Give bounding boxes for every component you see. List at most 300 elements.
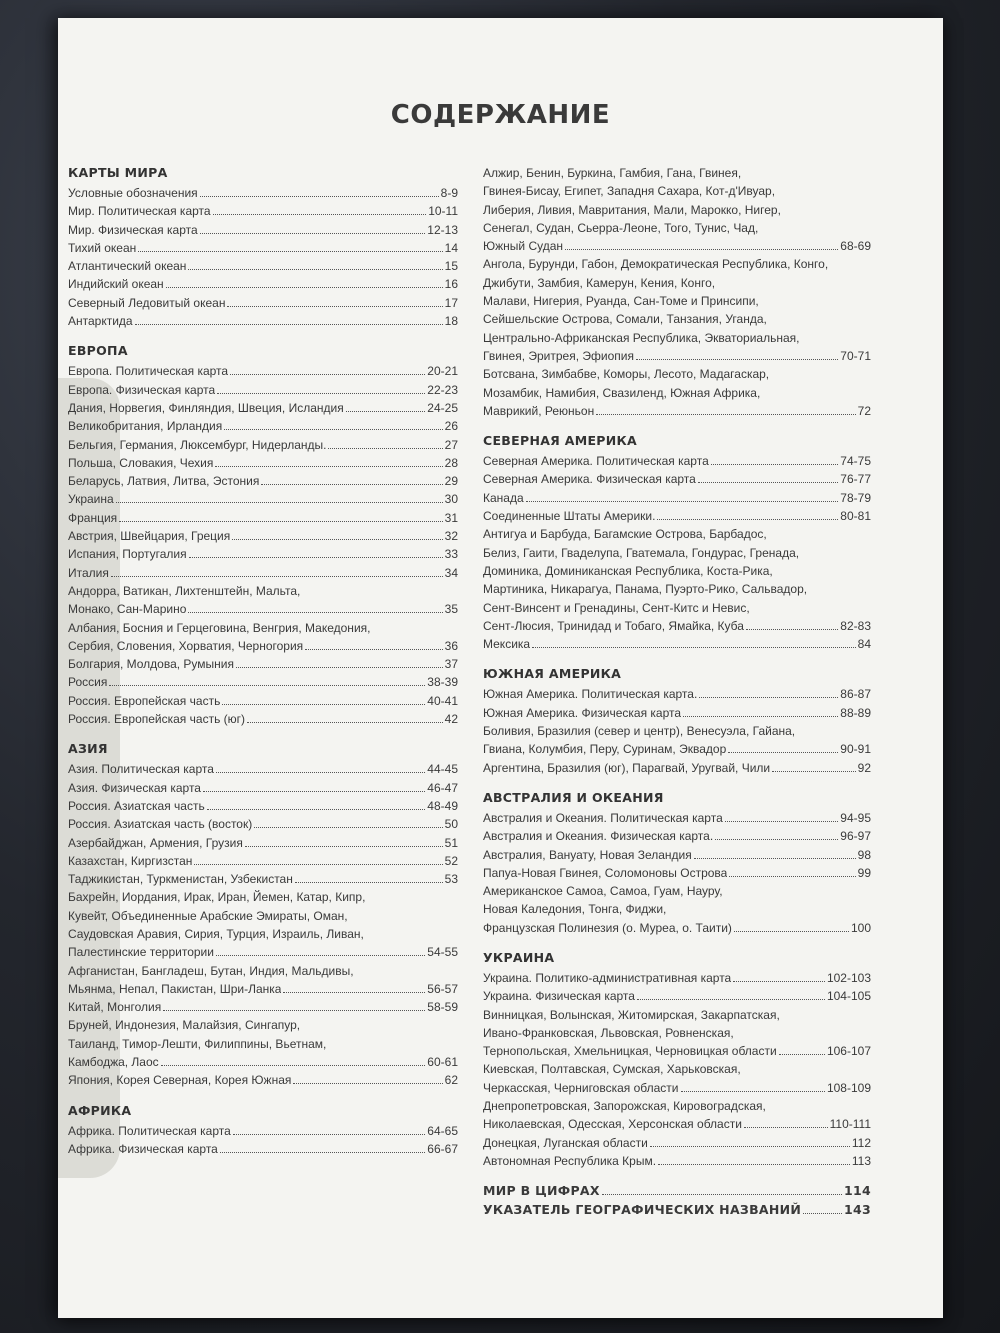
page-number: 60-61 <box>427 1055 458 1070</box>
entry-line: Антигуа и Барбуда, Багамские Острова, Барбадос, <box>483 527 767 542</box>
toc-entry <box>68 760 458 778</box>
entry-last-line <box>483 969 871 987</box>
entry-text: Украина. Физическая карта <box>483 989 635 1004</box>
toc-entry <box>68 852 458 870</box>
page-title: СОДЕРЖАНИЕ <box>390 100 611 130</box>
entry-text: Атлантический океан <box>68 259 187 274</box>
entry-text: Мьянма, Непал, Пакистан, Шри-Ланка <box>68 981 282 996</box>
entry-lines <box>483 164 871 237</box>
entry-line: Днепропетровская, Запорожская, Кировоградская, <box>483 1099 766 1114</box>
toc-section <box>483 665 871 776</box>
entry-lines <box>68 1016 458 1053</box>
entry-text: МИР В ЦИФРАХ <box>483 1183 600 1199</box>
dot-leader <box>247 722 443 723</box>
toc-entry <box>483 525 871 635</box>
dot-leader <box>135 324 443 325</box>
entry-text: Япония, Корея Северная, Корея Южная <box>68 1073 292 1088</box>
entry-text: Условные обозначения <box>68 186 198 200</box>
entry-last-line <box>68 797 458 815</box>
entry-text: Украина. Политико-административная карта <box>483 970 732 985</box>
section-title: АЗИЯ <box>68 741 108 757</box>
toc-entry <box>483 882 871 937</box>
page-number: 78-79 <box>840 490 871 505</box>
page-number: 106-107 <box>826 1044 871 1059</box>
entry-text: Палестинские территории <box>68 945 214 960</box>
page-number: 104-105 <box>826 989 871 1004</box>
entry-last-line <box>68 239 458 257</box>
entry-last-line <box>483 507 871 525</box>
page-number: 32 <box>444 529 458 544</box>
toc-entry <box>483 722 871 759</box>
toc-entry <box>483 846 871 864</box>
entry-text: Бельгия, Германия, Люксембург, Нидерланды. <box>68 437 327 452</box>
page-number: 113 <box>851 1153 871 1168</box>
toc-entry <box>68 202 458 220</box>
entry-text: Сербия, Словения, Хорватия, Черногория <box>68 638 304 653</box>
entry-last-line <box>483 1152 871 1170</box>
page-number: 98 <box>857 847 871 862</box>
toc-entry <box>68 239 458 257</box>
dot-leader <box>637 999 825 1000</box>
page-number: 12-13 <box>427 222 458 237</box>
entry-line: Доминика, Доминиканская Республика, Коста-Рика, <box>483 563 773 578</box>
page-number: 26 <box>444 419 458 434</box>
dot-leader <box>109 685 425 686</box>
page-number: 37 <box>444 657 458 672</box>
entry-line: Алжир, Бенин, Буркина, Гамбия, Гана, Гвинея, <box>483 166 742 180</box>
dot-leader <box>565 249 838 250</box>
dot-leader <box>328 448 442 449</box>
entry-text: Италия <box>68 565 109 580</box>
entry-last-line <box>483 470 871 488</box>
section-title: СЕВЕРНАЯ АМЕРИКА <box>483 433 638 449</box>
entry-line: Ботсвана, Зимбабве, Коморы, Лесото, Мадагаскар, <box>483 367 770 382</box>
entry-last-line <box>68 998 458 1016</box>
entry-text: Индийский океан <box>68 277 164 292</box>
entry-line: Винницкая, Волынская, Житомирская, Закарпатская, <box>483 1007 780 1022</box>
entry-text: Беларусь, Латвия, Литва, Эстония <box>68 474 260 489</box>
entry-last-line <box>483 1079 871 1097</box>
section-title: ЕВРОПА <box>68 343 128 359</box>
toc-entry <box>68 834 458 852</box>
dot-leader <box>232 539 442 540</box>
dot-leader <box>111 576 443 577</box>
entry-last-line <box>483 809 871 827</box>
entry-line: Гвинея-Бисау, Египет, Западня Сахара, Кот-д'Ивуар, <box>483 184 776 199</box>
page-number: 16 <box>444 277 458 292</box>
dot-leader <box>227 306 442 307</box>
entry-last-line <box>68 1122 458 1140</box>
dot-leader <box>295 882 443 883</box>
page-number: 86-87 <box>840 687 871 702</box>
dot-leader <box>602 1194 842 1195</box>
toc-entry <box>483 685 871 703</box>
dot-leader <box>681 1091 825 1092</box>
entry-text: УКАЗАТЕЛЬ ГЕОГРАФИЧЕСКИХ НАЗВАНИЙ <box>483 1201 802 1217</box>
toc-entry <box>68 417 458 435</box>
dot-leader <box>715 839 838 840</box>
entry-text: Россия. Европейская часть (юг) <box>68 712 246 727</box>
entry-last-line <box>483 1115 871 1133</box>
page-number: 76-77 <box>840 472 871 487</box>
entry-text: Южная Америка. Физическая карта <box>483 705 682 720</box>
entry-text: Канада <box>483 490 524 505</box>
dot-leader <box>779 1054 825 1055</box>
entry-lines <box>483 722 871 740</box>
toc-entry <box>483 759 871 777</box>
entry-last-line <box>68 362 458 380</box>
toc-entry <box>483 827 871 845</box>
entry-last-line <box>483 685 871 703</box>
toc-entry <box>68 888 458 961</box>
toc-entry <box>68 527 458 545</box>
toc-entry <box>483 452 871 470</box>
entry-last-line <box>68 710 458 728</box>
entry-line: Сенегал, Судан, Сьерра-Леоне, Того, Тунис, Чад, <box>483 220 759 235</box>
entry-text: Мир. Физическая карта <box>68 222 198 237</box>
entry-lines <box>483 882 871 919</box>
page-number: 51 <box>444 835 458 850</box>
entry-text: Франция <box>68 510 118 525</box>
toc-entry <box>68 257 458 275</box>
dot-leader <box>200 233 426 234</box>
entry-lines <box>483 1097 871 1115</box>
entry-text: Черкасская, Черниговская области <box>483 1080 679 1095</box>
page-number: 72 <box>857 403 871 418</box>
dot-leader <box>346 411 426 412</box>
dot-leader <box>189 557 443 558</box>
dot-leader <box>729 876 855 877</box>
dot-leader <box>305 649 442 650</box>
entry-line: Бахрейн, Иордания, Ирак, Иран, Йемен, Катар, Кипр, <box>68 890 366 905</box>
entry-last-line <box>68 852 458 870</box>
entry-last-line <box>68 637 458 655</box>
page-number: 31 <box>444 510 458 525</box>
entry-last-line <box>68 490 458 508</box>
entry-last-line <box>483 1134 871 1152</box>
toc-entry <box>483 1060 871 1097</box>
entry-text: Аргентина, Бразилия (юг), Парагвай, Уругвай, Чили <box>483 760 771 775</box>
dot-leader <box>188 612 442 613</box>
entry-text: Россия. Азиатская часть <box>68 798 205 813</box>
entry-last-line <box>68 564 458 582</box>
page-number: 38-39 <box>427 675 458 690</box>
page-number: 54-55 <box>427 945 458 960</box>
page-number: 53 <box>444 872 458 887</box>
dot-leader <box>254 827 442 828</box>
dot-leader <box>188 269 442 270</box>
page-number: 14 <box>444 240 458 255</box>
dot-leader <box>163 1010 425 1011</box>
dot-leader <box>596 414 855 415</box>
page-number: 34 <box>444 565 458 580</box>
entry-text: Северная Америка. Физическая карта <box>483 472 696 487</box>
dot-leader <box>233 1134 426 1135</box>
dot-leader <box>803 1213 842 1214</box>
entry-lines <box>483 255 871 346</box>
entry-line: Боливия, Бразилия (север и центр), Венесуэла, Гайана, <box>483 724 796 739</box>
dot-leader <box>658 1164 850 1165</box>
dot-leader <box>236 667 443 668</box>
entry-text: Европа. Физическая карта <box>68 382 216 397</box>
entry-last-line <box>68 184 458 202</box>
entry-text: Австралия, Вануату, Новая Зеландия <box>483 847 692 862</box>
entry-text: Маврикий, Реюньон <box>483 403 595 418</box>
entry-text: Европа. Политическая карта <box>68 364 229 379</box>
entry-last-line <box>68 1071 458 1089</box>
entry-line: Ивано-Франковская, Львовская, Ровненская, <box>483 1025 734 1040</box>
page-number: 68-69 <box>840 239 871 254</box>
toc-entry <box>483 1182 871 1200</box>
toc-entry <box>68 655 458 673</box>
entry-text: Мексика <box>483 637 531 652</box>
entry-text: Австралия и Океания. Физическая карта. <box>483 829 714 844</box>
toc-entry <box>68 673 458 691</box>
page-number: 84 <box>857 637 871 652</box>
entry-line: Сейшельские Острова, Сомали, Танзания, Уганда, <box>483 312 767 327</box>
toc-entry <box>68 710 458 728</box>
entry-line: Центрально-Африканская Республика, Экваториальная, <box>483 330 800 345</box>
entry-line: Бруней, Индонезия, Малайзия, Сингапур, <box>68 1018 301 1033</box>
entry-last-line <box>483 987 871 1005</box>
page-number: 94-95 <box>840 810 871 825</box>
page-number: 82-83 <box>840 618 871 633</box>
toc-section <box>68 740 458 1089</box>
entry-last-line <box>483 704 871 722</box>
toc-section <box>68 1102 458 1159</box>
page-number: 48-49 <box>427 798 458 813</box>
entry-text: Болгария, Молдова, Румыния <box>68 657 234 672</box>
toc-entry <box>483 255 871 365</box>
page-number: 70-71 <box>840 348 871 363</box>
entry-text: Азия. Политическая карта <box>68 762 214 777</box>
page-number: 46-47 <box>427 780 458 795</box>
dot-leader <box>657 519 838 520</box>
entry-last-line <box>68 436 458 454</box>
toc-entry <box>483 365 871 420</box>
entry-text: Африка. Физическая карта <box>68 1141 218 1156</box>
entry-last-line <box>68 943 458 961</box>
entry-text: Гвиана, Колумбия, Перу, Суринам, Эквадор <box>483 742 727 757</box>
toc-section <box>483 789 871 937</box>
section-title: ЮЖНАЯ АМЕРИКА <box>483 666 622 682</box>
entry-line: Афганистан, Бангладеш, Бутан, Индия, Мальдивы, <box>68 963 354 978</box>
toc-entry <box>68 870 458 888</box>
entry-last-line <box>483 740 871 758</box>
page-number: 52 <box>444 853 458 868</box>
toc-entry <box>68 1140 458 1158</box>
entry-text: Южная Америка. Политическая карта. <box>483 687 698 702</box>
entry-last-line <box>68 600 458 618</box>
toc-entry <box>68 312 458 330</box>
entry-last-line <box>68 779 458 797</box>
toc-entry <box>483 470 871 488</box>
page-number: 30 <box>444 492 458 507</box>
dot-leader <box>744 1127 828 1128</box>
toc-entry <box>483 1006 871 1061</box>
dot-leader <box>725 821 839 822</box>
entry-last-line <box>68 527 458 545</box>
toc-entry <box>68 472 458 490</box>
entry-text: Австрия, Швейцария, Греция <box>68 529 231 544</box>
entry-last-line <box>483 402 871 420</box>
dot-leader <box>215 466 442 467</box>
entry-last-line <box>68 509 458 527</box>
toc-entry <box>68 779 458 797</box>
toc-entry <box>483 1152 871 1170</box>
toc-entry <box>483 1097 871 1134</box>
dot-leader <box>699 697 838 698</box>
entry-last-line <box>483 864 871 882</box>
page-number: 27 <box>444 437 458 452</box>
page-number: 58-59 <box>427 1000 458 1015</box>
toc-entry <box>68 797 458 815</box>
entry-last-line <box>483 827 871 845</box>
toc-entry <box>68 998 458 1016</box>
toc-entry <box>68 582 458 619</box>
entry-lines <box>68 619 458 637</box>
toc-entry <box>68 962 458 999</box>
entry-last-line <box>68 275 458 293</box>
entry-line: Саудовская Аравия, Сирия, Турция, Израиль, Ливан, <box>68 926 364 941</box>
entry-last-line <box>68 202 458 220</box>
toc-entry <box>68 692 458 710</box>
entry-last-line <box>68 257 458 275</box>
dot-leader <box>683 716 838 717</box>
entry-last-line <box>483 347 871 365</box>
dot-leader <box>216 955 425 956</box>
dot-leader <box>194 864 442 865</box>
entry-last-line <box>483 1201 871 1219</box>
entry-text: Камбоджа, Лаос <box>68 1055 159 1070</box>
toc-entry <box>483 1134 871 1152</box>
dot-leader <box>526 501 839 502</box>
page-number: 100 <box>850 920 871 935</box>
toc-entry <box>483 1201 871 1219</box>
entry-line: Американское Самоа, Самоа, Гуам, Науру, <box>483 884 723 899</box>
entry-text: Дания, Норвегия, Финляндия, Швеция, Исландия <box>68 400 344 415</box>
toc-entry <box>483 507 871 525</box>
entry-lines <box>68 888 458 943</box>
page-number: 29 <box>444 474 458 489</box>
entry-text: Северная Америка. Политическая карта <box>483 454 709 469</box>
entry-last-line <box>68 399 458 417</box>
toc-entry <box>68 184 458 202</box>
entry-text: Казахстан, Киргизстан <box>68 853 193 868</box>
entry-lines <box>483 525 871 616</box>
dot-leader <box>166 287 443 288</box>
toc-entry <box>68 564 458 582</box>
toc-section <box>483 432 871 653</box>
dot-leader <box>261 484 442 485</box>
entry-text: Донецкая, Луганская области <box>483 1135 648 1150</box>
toc-entry <box>483 164 871 255</box>
dot-leader <box>245 846 443 847</box>
toc-entry <box>68 399 458 417</box>
dot-leader <box>200 196 439 197</box>
dot-leader <box>283 992 425 993</box>
entry-text: Польша, Словакия, Чехия <box>68 455 214 470</box>
entry-line: Новая Каледония, Тонга, Фиджи, <box>483 902 667 917</box>
entry-line: Андорра, Ватикан, Лихтенштейн, Мальта, <box>68 583 301 598</box>
page-number: 17 <box>444 295 458 310</box>
dot-leader <box>230 374 425 375</box>
dot-leader <box>217 393 425 394</box>
entry-line: Кувейт, Объединенные Арабские Эмираты, Оман, <box>68 908 348 923</box>
entry-last-line <box>68 472 458 490</box>
entry-last-line <box>68 381 458 399</box>
page-number: 112 <box>851 1135 871 1150</box>
page-number: 40-41 <box>427 693 458 708</box>
dot-leader <box>636 359 838 360</box>
dot-leader <box>138 251 442 252</box>
page-number: 110-111 <box>829 1117 871 1132</box>
dot-leader <box>698 482 838 483</box>
entry-text: Южный Судан <box>483 239 564 254</box>
entry-text: Азия. Физическая карта <box>68 780 201 795</box>
page-number: 114 <box>844 1183 871 1199</box>
page-number: 24-25 <box>427 400 458 415</box>
page-number: 56-57 <box>427 981 458 996</box>
toc-entry <box>68 1071 458 1089</box>
toc-section <box>68 342 458 728</box>
entry-text: Тернопольская, Хмельницкая, Черновицкая области <box>483 1044 777 1059</box>
entry-text: Украина <box>68 492 114 507</box>
dot-leader <box>203 791 425 792</box>
dot-leader <box>207 809 426 810</box>
toc-entry <box>68 381 458 399</box>
entry-text: Россия <box>68 675 108 690</box>
entry-text: Монако, Сан-Марино <box>68 602 187 617</box>
toc-column-right <box>483 164 871 1231</box>
entry-text: Северный Ледовитый океан <box>68 295 226 310</box>
dot-leader <box>220 1152 425 1153</box>
page-number: 22-23 <box>427 382 458 397</box>
dot-leader <box>161 1065 426 1066</box>
dot-leader <box>733 981 825 982</box>
entry-last-line <box>68 655 458 673</box>
page-number: 10-11 <box>428 204 458 219</box>
entry-last-line <box>68 294 458 312</box>
page-number: 80-81 <box>840 509 871 524</box>
page-number: 33 <box>444 547 458 562</box>
toc-column-left <box>68 164 458 1170</box>
dot-leader <box>711 464 839 465</box>
entry-line: Либерия, Ливия, Мавритания, Мали, Марокко, Нигер, <box>483 202 781 217</box>
toc-section <box>483 1182 871 1219</box>
toc-entry <box>68 815 458 833</box>
entry-last-line <box>68 1140 458 1158</box>
entry-text: Россия. Азиатская часть (восток) <box>68 817 253 832</box>
toc-entry <box>68 509 458 527</box>
entry-last-line <box>68 760 458 778</box>
entry-last-line <box>68 417 458 435</box>
page-number: 20-21 <box>427 364 458 379</box>
entry-last-line <box>483 846 871 864</box>
toc-entry <box>68 1016 458 1071</box>
toc-entry <box>68 454 458 472</box>
page-number: 102-103 <box>826 970 871 985</box>
entry-last-line <box>68 545 458 563</box>
section-title: КАРТЫ МИРА <box>68 165 168 180</box>
toc-entry <box>68 362 458 380</box>
entry-last-line <box>483 452 871 470</box>
page-number: 44-45 <box>427 762 458 777</box>
page-number: 28 <box>444 455 458 470</box>
entry-line: Сент-Винсент и Гренадины, Сент-Китс и Невис, <box>483 600 750 615</box>
entry-last-line <box>483 617 871 635</box>
page-number: 36 <box>444 638 458 653</box>
